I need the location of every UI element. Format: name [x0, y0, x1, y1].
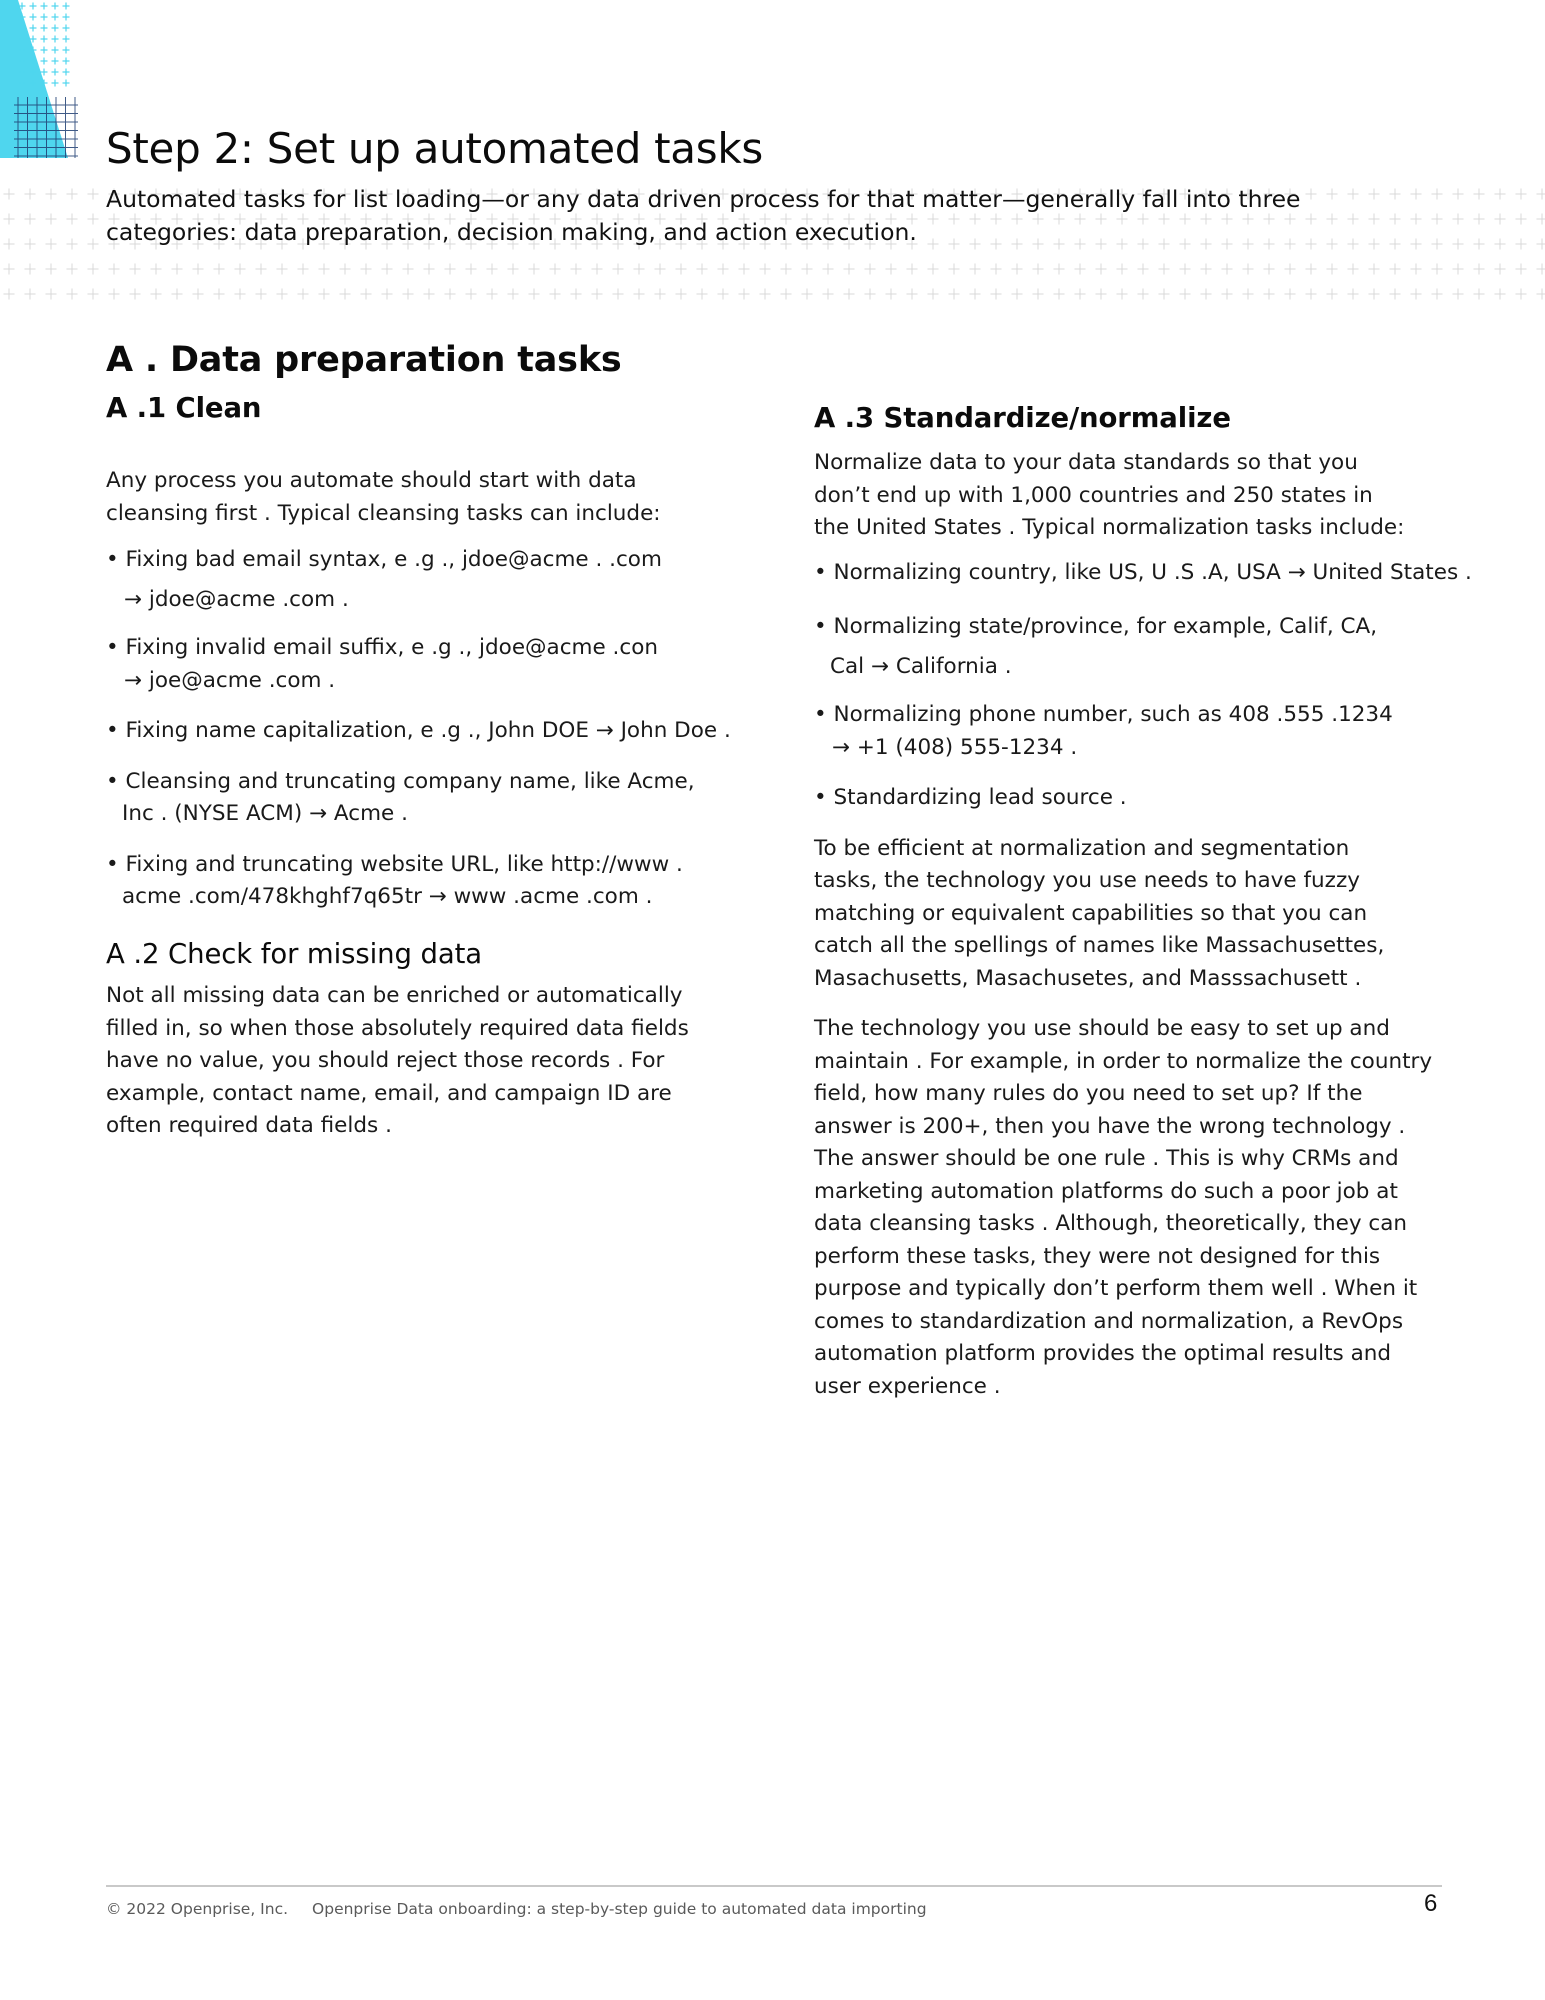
background-plus-mark: [739, 264, 750, 275]
technology-paragraph: [814, 1013, 1514, 1403]
text-line: marketing automation platforms do such a poor job at: [814, 1178, 1398, 1204]
background-plus-mark: [970, 289, 981, 300]
background-plus-mark: [928, 289, 939, 300]
background-plus-mark: [4, 239, 15, 250]
text-line: The answer should be one rule . This is why CRMs and: [814, 1146, 1399, 1171]
plus-mark: [30, 14, 37, 21]
text-line: user experience .: [814, 1373, 1001, 1399]
text-line: Any process you automate should start with data: [106, 468, 637, 493]
background-plus-mark: [46, 189, 57, 200]
background-plus-mark: [1537, 264, 1545, 275]
background-plus-mark: [88, 189, 99, 200]
background-plus-mark: [1285, 264, 1296, 275]
background-plus-mark: [970, 264, 981, 275]
background-plus-mark: [1054, 264, 1065, 275]
background-plus-mark: [823, 264, 834, 275]
plus-mark: [41, 58, 48, 65]
background-plus-mark: [487, 289, 498, 300]
background-plus-mark: [487, 264, 498, 275]
text-line: example, contact name, email, and campaign ID are: [106, 1080, 672, 1106]
list-item: [106, 540, 766, 620]
background-plus-mark: [88, 214, 99, 225]
background-plus-mark: [613, 289, 624, 300]
background-plus-mark: [46, 264, 57, 275]
background-plus-mark: [1138, 289, 1149, 300]
background-plus-mark: [361, 289, 372, 300]
bullet-line: • Standardizing lead source .: [814, 785, 1127, 810]
background-plus-mark: [634, 264, 645, 275]
list-item: [106, 766, 766, 831]
background-plus-mark: [382, 264, 393, 275]
background-plus-mark: [1117, 289, 1128, 300]
background-plus-mark: [1222, 264, 1233, 275]
list-item: [814, 607, 1514, 687]
background-plus-mark: [424, 289, 435, 300]
background-plus-mark: [277, 264, 288, 275]
background-plus-mark: [1432, 239, 1443, 250]
background-plus-mark: [886, 289, 897, 300]
background-plus-mark: [172, 264, 183, 275]
bullet-line: • Normalizing state/province, for example, Calif, CA,: [814, 614, 1378, 639]
background-plus-mark: [1432, 289, 1443, 300]
background-plus-mark: [403, 289, 414, 300]
background-plus-mark: [67, 239, 78, 250]
background-plus-mark: [25, 189, 36, 200]
bullet-continuation: Inc . (NYSE ACM) → Acme .: [122, 801, 408, 826]
background-plus-mark: [1369, 264, 1380, 275]
background-plus-mark: [1033, 289, 1044, 300]
background-plus-mark: [1474, 189, 1485, 200]
background-plus-mark: [340, 289, 351, 300]
background-plus-mark: [760, 264, 771, 275]
background-plus-mark: [823, 289, 834, 300]
background-plus-mark: [1096, 289, 1107, 300]
text-line: have no value, you should reject those records . For: [106, 1048, 665, 1073]
list-item: [106, 715, 766, 748]
text-line: filled in, so when those absolutely required data fields: [106, 1015, 689, 1041]
plus-mark: [63, 58, 70, 65]
background-plus-mark: [1201, 264, 1212, 275]
background-plus-mark: [109, 264, 120, 275]
background-plus-mark: [1495, 214, 1506, 225]
background-plus-mark: [445, 289, 456, 300]
background-plus-mark: [1474, 264, 1485, 275]
background-plus-mark: [214, 289, 225, 300]
background-plus-mark: [886, 264, 897, 275]
background-plus-mark: [1495, 239, 1506, 250]
background-plus-mark: [1432, 264, 1443, 275]
text-line: maintain . For example, in order to normalize the country: [814, 1048, 1433, 1074]
text-line: purpose and typically don’t perform them well . When it: [814, 1276, 1418, 1301]
background-plus-mark: [1537, 189, 1545, 200]
background-plus-mark: [1537, 289, 1545, 300]
bullet-line: • Normalizing country, like US, U .S .A, USA → United States .: [814, 559, 1472, 585]
background-plus-mark: [844, 289, 855, 300]
background-plus-mark: [1264, 264, 1275, 275]
background-plus-mark: [907, 264, 918, 275]
background-plus-mark: [4, 189, 15, 200]
list-item: [814, 782, 1514, 815]
text-line: Normalize data to your data standards so that you: [814, 450, 1358, 475]
background-plus-mark: [1348, 264, 1359, 275]
text-line: To be efficient at normalization and segmentation: [814, 835, 1350, 861]
bullet-continuation: → joe@acme .com .: [124, 667, 336, 693]
bullet-line: • Normalizing phone number, such as 408 .555 .1234: [814, 702, 1393, 727]
background-plus-mark: [844, 264, 855, 275]
background-plus-mark: [865, 289, 876, 300]
background-plus-mark: [25, 264, 36, 275]
background-plus-mark: [781, 289, 792, 300]
background-plus-mark: [592, 264, 603, 275]
background-plus-mark: [1243, 264, 1254, 275]
background-plus-mark: [1159, 289, 1170, 300]
background-plus-mark: [46, 214, 57, 225]
background-plus-mark: [4, 214, 15, 225]
background-plus-mark: [1075, 264, 1086, 275]
background-plus-mark: [361, 264, 372, 275]
background-plus-mark: [193, 289, 204, 300]
background-plus-mark: [1306, 264, 1317, 275]
text-line: perform these tasks, they were not designed for this: [814, 1243, 1381, 1269]
background-plus-mark: [1453, 189, 1464, 200]
background-plus-mark: [235, 289, 246, 300]
footer-copyright: © 2022 Openprise, Inc.: [106, 1900, 289, 1918]
background-plus-mark: [613, 264, 624, 275]
background-plus-mark: [382, 289, 393, 300]
bullet-continuation: acme .com/478khghf7q65tr → www .acme .com .: [122, 884, 653, 909]
background-plus-mark: [991, 264, 1002, 275]
background-plus-mark: [1306, 289, 1317, 300]
background-plus-mark: [67, 214, 78, 225]
footer-divider: [106, 1885, 1442, 1887]
background-plus-mark: [1327, 264, 1338, 275]
corner-decoration: [0, 0, 90, 165]
background-plus-mark: [1390, 289, 1401, 300]
background-plus-mark: [214, 264, 225, 275]
text-line: automation platform provides the optimal results and: [814, 1341, 1392, 1366]
subheading-standardize-normalize: A .3 Standardize/normalize: [814, 402, 1231, 434]
background-plus-mark: [403, 264, 414, 275]
background-plus-mark: [277, 289, 288, 300]
background-plus-mark: [256, 264, 267, 275]
plus-mark: [63, 25, 70, 32]
background-plus-mark: [298, 289, 309, 300]
plus-mark: [52, 14, 59, 21]
text-line: The technology you use should be easy to set up and: [814, 1016, 1390, 1041]
background-plus-mark: [655, 289, 666, 300]
bullet-line: • Fixing name capitalization, e .g ., John DOE → John Doe .: [106, 718, 731, 743]
plus-mark: [63, 47, 70, 54]
plus-mark: [41, 3, 48, 10]
background-plus-mark: [1453, 264, 1464, 275]
background-plus-mark: [1411, 289, 1422, 300]
text-line: often required data fields .: [106, 1113, 392, 1138]
background-plus-mark: [25, 289, 36, 300]
background-plus-mark: [802, 264, 813, 275]
plus-mark: [63, 36, 70, 43]
background-plus-mark: [1117, 264, 1128, 275]
background-plus-mark: [1264, 289, 1275, 300]
background-plus-mark: [1516, 189, 1527, 200]
background-plus-mark: [571, 264, 582, 275]
fuzzy-matching-paragraph: [814, 833, 1514, 996]
background-plus-mark: [130, 264, 141, 275]
background-plus-mark: [1474, 239, 1485, 250]
background-plus-mark: [4, 264, 15, 275]
plus-mark: [63, 3, 70, 10]
section-heading-data-preparation: A . Data preparation tasks: [106, 340, 622, 380]
background-plus-mark: [1411, 264, 1422, 275]
background-plus-mark: [151, 264, 162, 275]
background-plus-mark: [67, 264, 78, 275]
background-plus-mark: [1159, 264, 1170, 275]
bullet-continuation: → +1 (408) 555-1234 .: [832, 734, 1078, 760]
bullet-continuation: → jdoe@acme .com .: [124, 587, 349, 612]
background-plus-mark: [466, 264, 477, 275]
list-item: [814, 699, 1514, 764]
background-plus-mark: [676, 264, 687, 275]
background-plus-mark: [256, 289, 267, 300]
background-plus-mark: [1369, 289, 1380, 300]
background-plus-mark: [949, 264, 960, 275]
page-number: 6: [1424, 1890, 1438, 1917]
plus-mark: [52, 36, 59, 43]
plus-mark: [63, 80, 70, 87]
text-line: the United States . Typical normalization tasks include:: [814, 515, 1405, 540]
background-plus-mark: [1222, 289, 1233, 300]
background-plus-mark: [1243, 289, 1254, 300]
background-plus-mark: [592, 289, 603, 300]
background-plus-mark: [67, 189, 78, 200]
background-plus-mark: [1453, 289, 1464, 300]
background-plus-mark: [298, 264, 309, 275]
background-plus-mark: [550, 289, 561, 300]
background-plus-mark: [109, 289, 120, 300]
background-plus-mark: [445, 264, 456, 275]
background-plus-mark: [46, 289, 57, 300]
plus-mark: [52, 58, 59, 65]
background-plus-mark: [235, 264, 246, 275]
background-plus-mark: [1474, 214, 1485, 225]
plus-mark: [30, 3, 37, 10]
plus-mark: [52, 25, 59, 32]
background-plus-mark: [130, 289, 141, 300]
background-plus-mark: [571, 289, 582, 300]
text-line: Not all missing data can be enriched or automatically: [106, 983, 683, 1008]
background-plus-mark: [88, 264, 99, 275]
background-plus-mark: [949, 289, 960, 300]
background-plus-mark: [655, 264, 666, 275]
background-plus-mark: [928, 264, 939, 275]
background-plus-mark: [1474, 289, 1485, 300]
text-line: answer is 200+, then you have the wrong technology .: [814, 1113, 1406, 1139]
footer-document-title: Openprise Data onboarding: a step-by-step guide to automated data importing: [312, 1900, 927, 1918]
background-plus-mark: [1033, 264, 1044, 275]
background-plus-mark: [1285, 289, 1296, 300]
background-plus-mark: [1516, 264, 1527, 275]
plus-mark: [30, 25, 37, 32]
background-plus-mark: [1096, 264, 1107, 275]
background-plus-mark: [1390, 264, 1401, 275]
plus-mark: [63, 69, 70, 76]
intro-paragraph: [106, 183, 1406, 249]
background-plus-mark: [340, 264, 351, 275]
subheading-check-missing-data: A .2 Check for missing data: [106, 937, 483, 970]
background-plus-mark: [508, 264, 519, 275]
background-plus-mark: [1495, 264, 1506, 275]
bullet-line: • Fixing bad email syntax, e .g ., jdoe@acme . .com: [106, 547, 662, 572]
right-column: [814, 447, 1514, 1403]
background-plus-mark: [718, 264, 729, 275]
background-plus-mark: [1327, 289, 1338, 300]
background-plus-mark: [88, 289, 99, 300]
text-line: cleansing first . Typical cleansing tasks can include:: [106, 500, 661, 526]
bullet-line: • Fixing and truncating website URL, like http://www .: [106, 851, 683, 877]
bullet-line: • Cleansing and truncating company name, like Acme,: [106, 768, 695, 794]
background-plus-mark: [1516, 214, 1527, 225]
text-line: tasks, the technology you use needs to have fuzzy: [814, 868, 1360, 893]
background-plus-mark: [1516, 239, 1527, 250]
background-plus-mark: [1411, 189, 1422, 200]
background-plus-mark: [802, 289, 813, 300]
background-plus-mark: [4, 289, 15, 300]
bullet-line: • Fixing invalid email suffix, e .g ., jdoe@acme .con: [106, 635, 658, 660]
background-plus-mark: [25, 214, 36, 225]
background-plus-mark: [1054, 289, 1065, 300]
background-plus-mark: [319, 264, 330, 275]
plus-mark: [41, 14, 48, 21]
background-plus-mark: [760, 289, 771, 300]
background-plus-mark: [1537, 214, 1545, 225]
background-plus-mark: [991, 289, 1002, 300]
background-plus-mark: [739, 289, 750, 300]
background-plus-mark: [718, 289, 729, 300]
intro-line: categories: data preparation, decision making, and action execution.: [106, 218, 917, 246]
page-title: Step 2: Set up automated tasks: [106, 124, 763, 173]
subheading-clean: A .1 Clean: [106, 392, 262, 424]
missing-data-paragraph: [106, 980, 766, 1143]
background-plus-mark: [424, 264, 435, 275]
list-item: [814, 557, 1514, 590]
background-plus-mark: [1495, 189, 1506, 200]
list-item: [106, 849, 766, 914]
background-plus-mark: [1411, 214, 1422, 225]
background-plus-mark: [697, 264, 708, 275]
plus-mark: [52, 69, 59, 76]
text-line: field, how many rules do you need to set up? If the: [814, 1081, 1363, 1106]
background-plus-mark: [676, 289, 687, 300]
background-plus-mark: [1432, 189, 1443, 200]
background-plus-mark: [1180, 264, 1191, 275]
background-plus-mark: [1348, 289, 1359, 300]
background-plus-mark: [1012, 289, 1023, 300]
background-plus-mark: [1012, 264, 1023, 275]
background-plus-mark: [151, 289, 162, 300]
background-plus-mark: [1411, 239, 1422, 250]
plus-mark: [41, 47, 48, 54]
text-line: comes to standardization and normalization, a RevOps: [814, 1308, 1404, 1334]
background-plus-mark: [508, 289, 519, 300]
background-plus-mark: [865, 264, 876, 275]
background-plus-mark: [1432, 214, 1443, 225]
text-line: Masachusetts, Masachusetes, and Masssachusett .: [814, 965, 1362, 991]
background-plus-mark: [1495, 289, 1506, 300]
background-plus-mark: [172, 289, 183, 300]
background-plus-mark: [319, 289, 330, 300]
background-plus-mark: [193, 264, 204, 275]
background-plus-mark: [697, 289, 708, 300]
background-plus-mark: [529, 289, 540, 300]
background-plus-mark: [550, 264, 561, 275]
background-plus-mark: [781, 264, 792, 275]
left-column: [106, 465, 766, 1143]
text-line: don’t end up with 1,000 countries and 250 states in: [814, 482, 1373, 508]
background-plus-mark: [1201, 289, 1212, 300]
normalize-intro: [814, 447, 1514, 545]
plus-mark: [52, 3, 59, 10]
plus-mark: [52, 80, 59, 87]
plus-mark: [41, 25, 48, 32]
background-plus-mark: [1180, 289, 1191, 300]
text-line: data cleansing tasks . Although, theoretically, they can: [814, 1211, 1408, 1236]
plus-mark: [52, 47, 59, 54]
bullet-continuation: Cal → California .: [830, 654, 1012, 679]
clean-intro: [106, 465, 766, 530]
intro-line: Automated tasks for list loading—or any data driven process for that matter—generally fall into three: [106, 185, 1301, 213]
background-plus-mark: [1075, 289, 1086, 300]
background-plus-mark: [529, 264, 540, 275]
background-plus-mark: [1138, 264, 1149, 275]
text-line: catch all the spellings of names like Massachusettes,: [814, 933, 1385, 958]
plus-mark: [63, 14, 70, 21]
background-plus-mark: [466, 289, 477, 300]
background-plus-mark: [1516, 289, 1527, 300]
list-item: [106, 632, 766, 697]
background-plus-mark: [1537, 239, 1545, 250]
background-plus-mark: [1453, 239, 1464, 250]
text-line: matching or equivalent capabilities so that you can: [814, 900, 1368, 926]
background-plus-mark: [634, 289, 645, 300]
background-plus-mark: [46, 239, 57, 250]
background-plus-mark: [67, 289, 78, 300]
background-plus-mark: [88, 239, 99, 250]
footer: [106, 1900, 927, 1918]
background-plus-mark: [25, 239, 36, 250]
background-plus-mark: [1453, 214, 1464, 225]
plus-mark: [41, 36, 48, 43]
background-plus-mark: [907, 289, 918, 300]
